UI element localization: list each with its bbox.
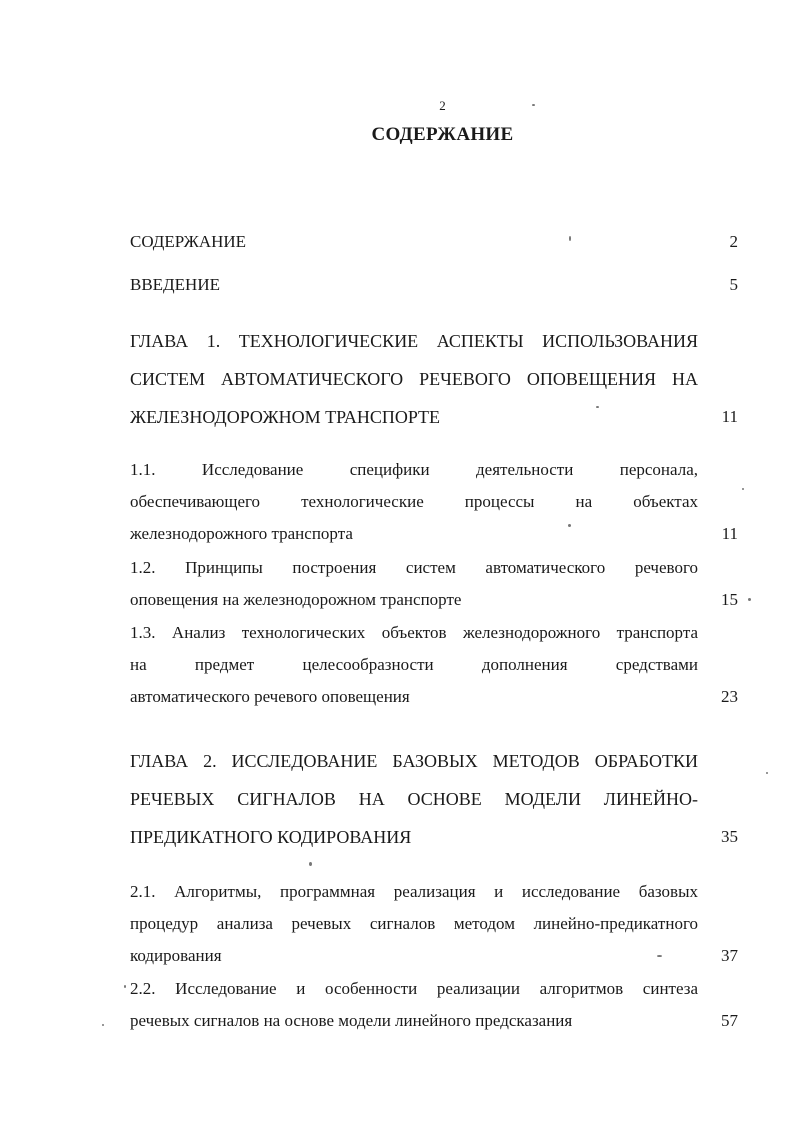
page-number: 2 [439, 98, 446, 113]
scan-speck [596, 406, 599, 408]
scan-speck [569, 236, 571, 241]
toc-line: 1.3. Анализ технологических объектов железнодорожного транспорта [130, 623, 698, 642]
toc-line: ПРЕДИКАТНОГО КОДИРОВАНИЯ [130, 827, 412, 847]
toc-page-number: 11 [721, 524, 738, 543]
toc-line: 2.2. Исследование и особенности реализации алгоритмов синтеза [130, 979, 698, 998]
scan-speck [532, 104, 535, 106]
toc-page-number: 35 [721, 827, 738, 846]
toc-line: процедур анализа речевых сигналов методом линейно-предикатного [130, 914, 698, 933]
toc-entry-section-1-3[interactable] [130, 617, 738, 713]
toc-line: ГЛАВА 2. ИССЛЕДОВАНИЕ БАЗОВЫХ МЕТОДОВ ОБРАБОТКИ [130, 751, 698, 771]
toc-entry-chapter-2[interactable] [130, 742, 738, 856]
toc-line: речевых сигналов на основе модели линейного предсказания [130, 1011, 573, 1030]
toc-line: РЕЧЕВЫХ СИГНАЛОВ НА ОСНОВЕ МОДЕЛИ ЛИНЕЙНО- [130, 789, 698, 809]
toc-line: ЖЕЛЕЗНОДОРОЖНОМ ТРАНСПОРТЕ [130, 407, 441, 427]
toc-line: СИСТЕМ АВТОМАТИЧЕСКОГО РЕЧЕВОГО ОПОВЕЩЕНИЯ НА [130, 369, 698, 389]
scan-speck [657, 955, 662, 957]
page-title: СОДЕРЖАНИЕ [371, 124, 514, 145]
toc-entry-section-1-2[interactable] [130, 552, 738, 616]
toc-line: 1.2. Принципы построения систем автоматического речевого [130, 558, 698, 577]
toc-entry-section-2-2[interactable] [130, 973, 738, 1037]
toc-entry-text: СОДЕРЖАНИЕ [130, 232, 247, 251]
toc-entry-chapter-1[interactable] [130, 322, 738, 436]
toc-line: 2.1. Алгоритмы, программная реализация и исследование базовых [130, 882, 698, 901]
scan-speck [124, 985, 126, 988]
scan-speck [568, 524, 571, 527]
scan-speck [742, 488, 744, 490]
scan-speck [766, 772, 768, 774]
toc-entry-introduction[interactable] [130, 269, 738, 301]
scan-speck [309, 862, 312, 866]
toc-line: железнодорожного транспорта [130, 524, 353, 543]
toc-page-number: 57 [721, 1011, 738, 1030]
scan-speck [102, 1024, 104, 1026]
toc-line: кодирования [130, 946, 222, 965]
toc-entry-contents[interactable] [130, 226, 738, 258]
toc-page-number: 11 [721, 407, 738, 426]
toc-line: 1.1. Исследование специфики деятельности персонала, [130, 460, 698, 479]
toc-line: автоматического речевого оповещения [130, 687, 410, 706]
toc-entry-section-1-1[interactable] [130, 454, 738, 550]
scan-speck [748, 598, 751, 601]
toc-entry-text: ВВЕДЕНИЕ [130, 275, 220, 294]
toc-line: оповещения на железнодорожном транспорте [130, 590, 462, 609]
toc-page-number: 2 [729, 232, 738, 251]
toc-page-number: 23 [721, 687, 738, 706]
toc-line: обеспечивающего технологические процессы на объектах [130, 492, 698, 511]
toc-line: ГЛАВА 1. ТЕХНОЛОГИЧЕСКИЕ АСПЕКТЫ ИСПОЛЬЗОВАНИЯ [130, 331, 698, 351]
toc-page-number: 15 [721, 590, 738, 609]
toc-page-number: 37 [721, 946, 738, 965]
toc-entry-section-2-1[interactable] [130, 876, 738, 972]
toc-line: на предмет целесообразности дополнения средствами [130, 655, 698, 674]
toc-page-number: 5 [729, 275, 738, 294]
